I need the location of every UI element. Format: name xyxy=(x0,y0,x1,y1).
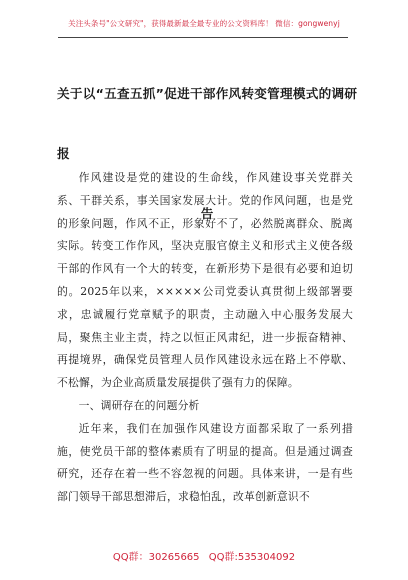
header-divider xyxy=(58,37,348,38)
document-body xyxy=(57,167,353,509)
paragraph-intro: 作风建设是党的建设的生命线，作风建设事关党群关系、干群关系，事关国家发展大计。党的作风问题，也是党的形象问题，作风不正，形象好不了，必然脱离群众、脱离实际。转变工作作风，坚决克服官僚主义和形式主义使各级干部的作风有一个大的转变，在新形势下是很有必要和迫切的。2025年以来，×××××公司党委认真贯彻上级部署要求，忠诚履行党章赋予的职责，主动融入中心服务发展大局，聚焦主业主责，持之以恒正风肃纪，进一步振奋精神、再提境界，确保党员管理人员作风建设永远在路上不停歇、不松懈，为企业高质量发展提供了强有力的保障。 xyxy=(57,171,353,390)
title-line-1: 关于以“五查五抓”促进干部作风转变管理模式的调研报 xyxy=(57,86,357,161)
qq-group-1: QQ群：30265665 xyxy=(112,552,200,563)
promo-footer xyxy=(0,548,408,563)
qq-group-2: QQ群:535304092 xyxy=(208,552,296,563)
promo-header: 关注头条号"公文研究"，获得最新最全最专业的公文资料库！ 微信：gongwenyj xyxy=(68,19,340,28)
title-line-2: 告 xyxy=(200,206,214,221)
section-heading: 一、调研存在的问题分析 xyxy=(78,398,200,412)
paragraph-problems: 近年来，我们在加强作风建设方面都采取了一系列措施，使党员干部的整体素质有了明显的提高。但是通过调查研究，还存在着一些不容忽视的问题。具体来讲，一是有些部门领导干部思想滞后，求稳怕乱，改革创新意识不 xyxy=(57,421,353,504)
